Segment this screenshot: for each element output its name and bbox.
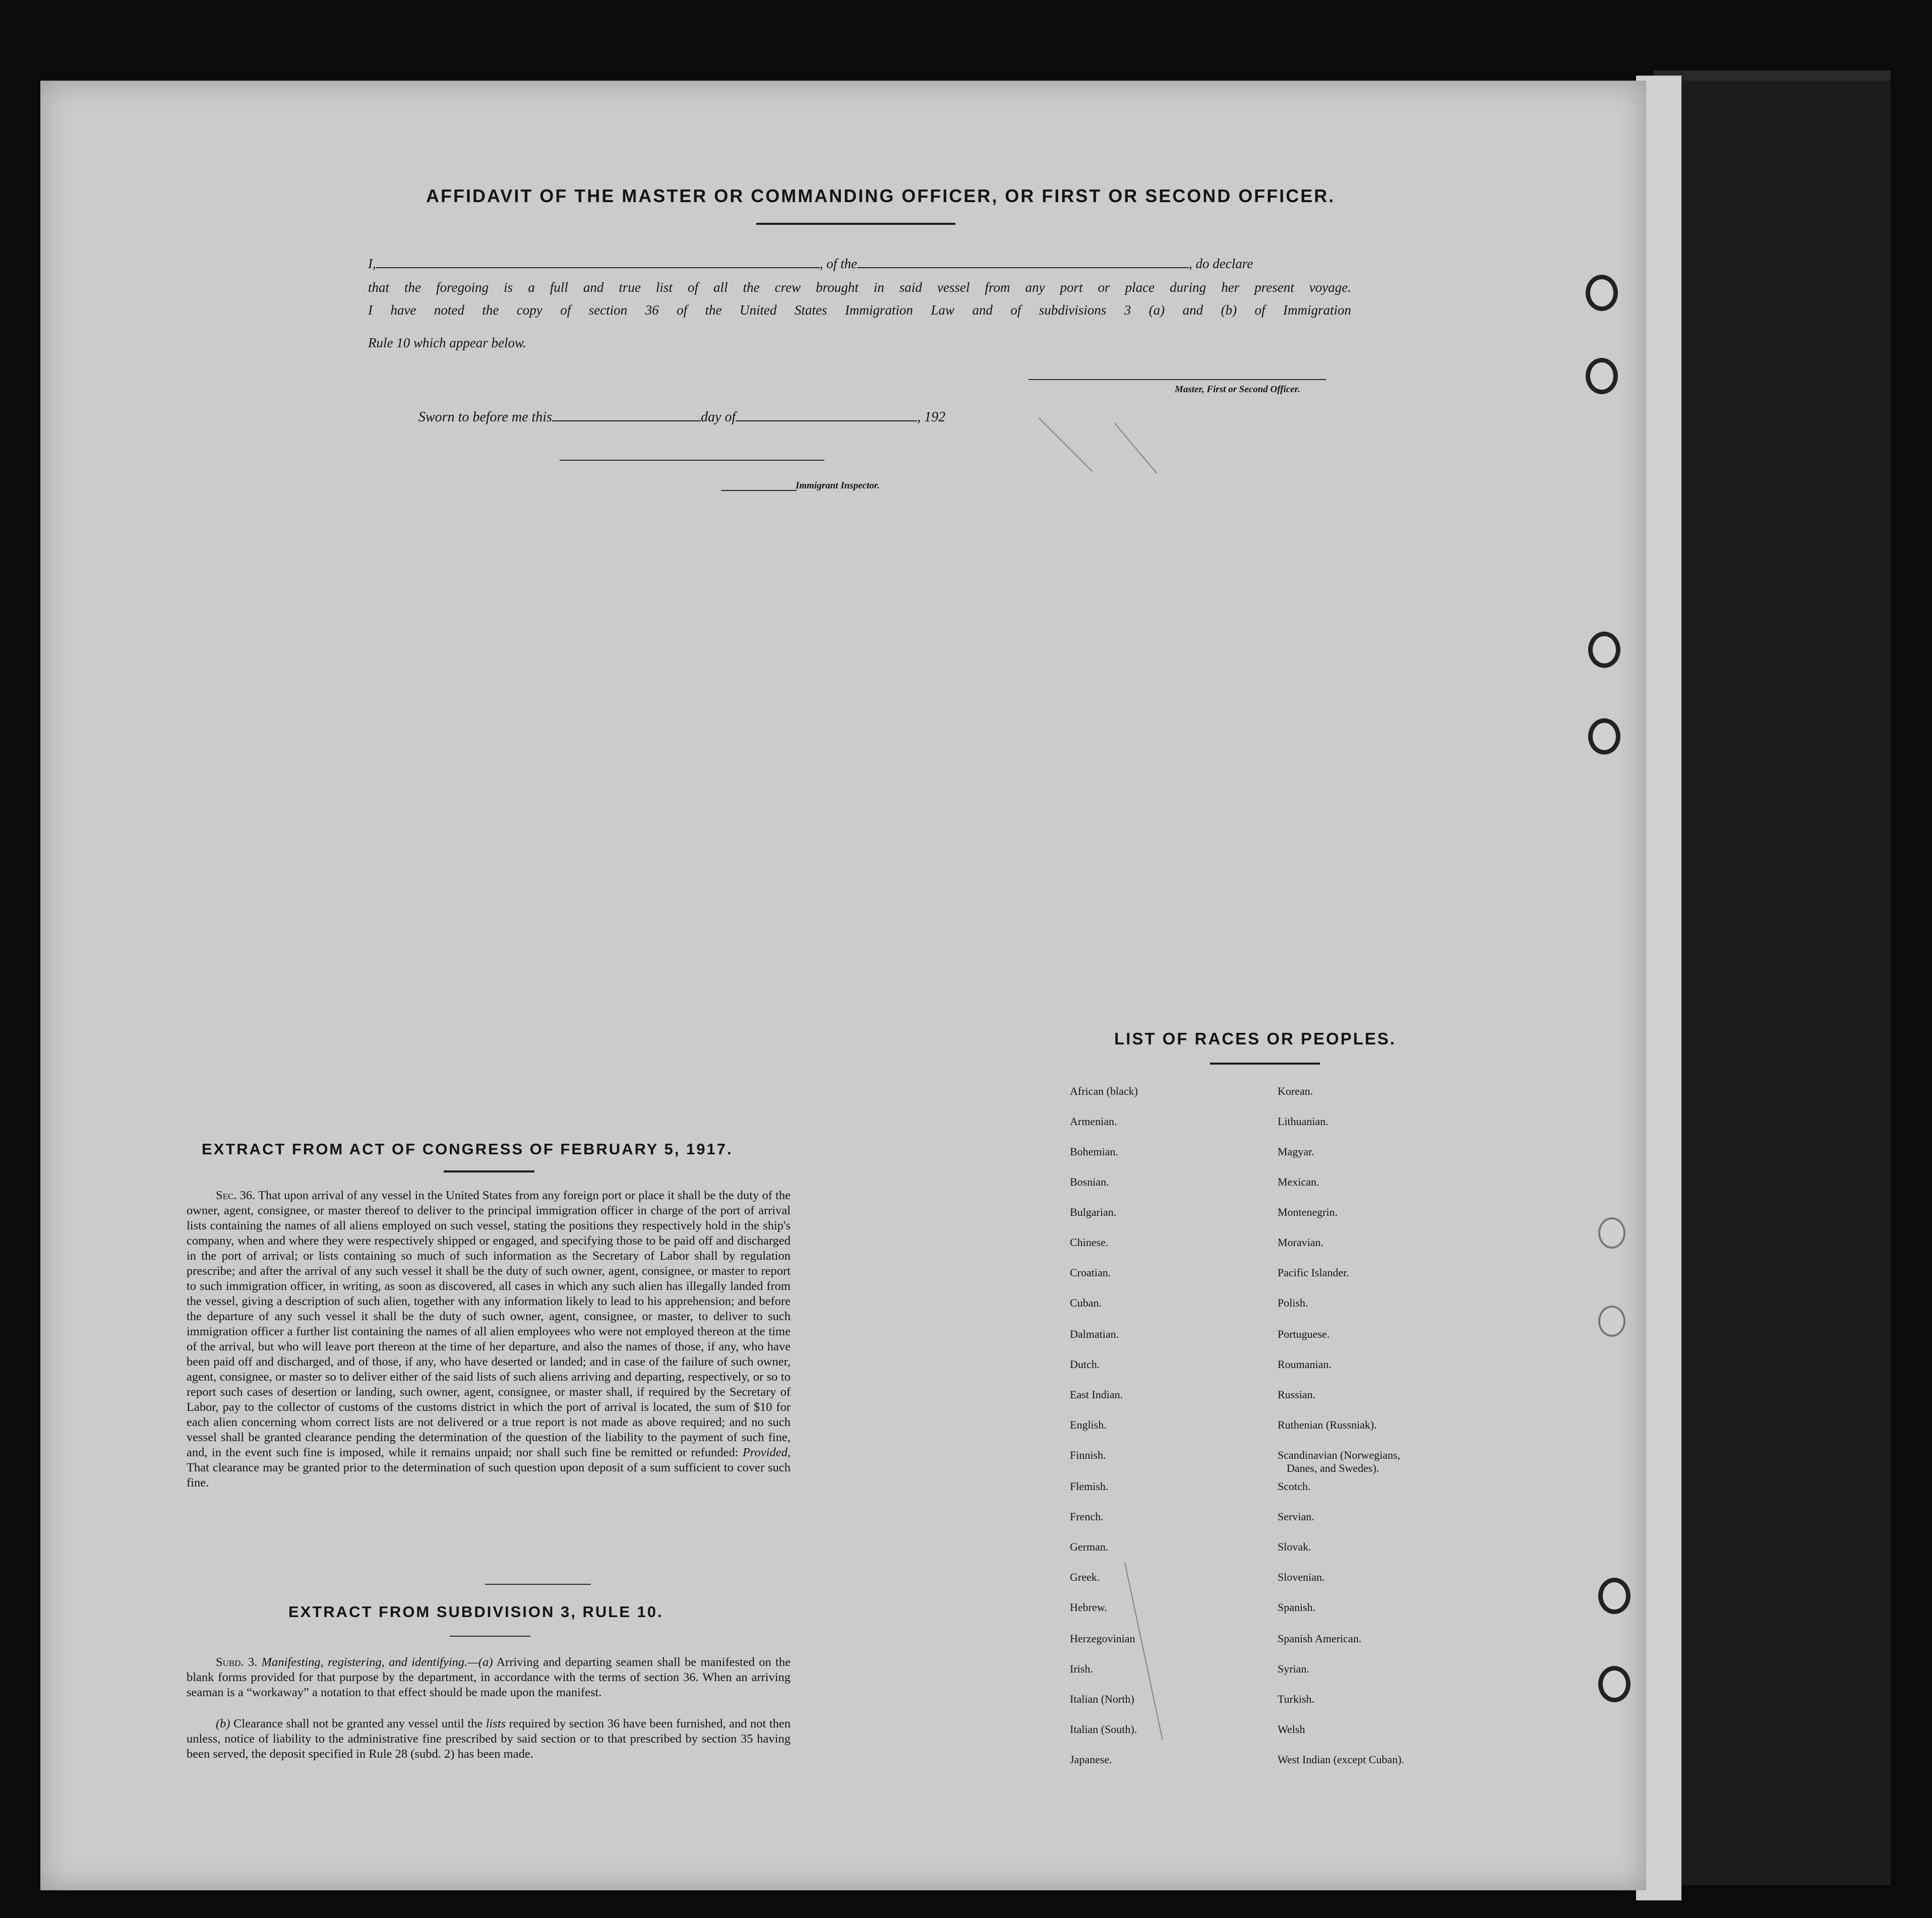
race-item: German.: [1070, 1540, 1109, 1553]
affidavit-text-line: that the foregoing is a full and true list of all the crew brought in said vessel from any port or place during her present voyage.: [368, 280, 1351, 295]
paragraph-b-end: required by section 36 have been furnished, and not then unless, notice of liability to the administrative fine prescribed by said section or to that prescribed by section 35 having been served, the deposit specified in Rule 28 (subd. 2) has been made.: [187, 1717, 791, 1761]
section-body-end: That clearance may be granted prior to the determination of such question upon deposit of a sum sufficient to cover such fine.: [187, 1461, 791, 1490]
races-list-title: LIST OF RACES OR PEOPLES.: [1114, 1029, 1397, 1048]
race-item: Chinese.: [1070, 1236, 1109, 1249]
race-item: Bulgarian.: [1070, 1206, 1117, 1218]
race-item: Dutch.: [1070, 1358, 1100, 1371]
race-item: Slovenian.: [1278, 1571, 1325, 1583]
subdivision-extract-title: EXTRACT FROM SUBDIVISION 3, RULE 10.: [288, 1603, 663, 1621]
race-item: Croatian.: [1070, 1266, 1111, 1279]
document-page: [40, 81, 1646, 1890]
affidavit-text-line: Rule 10 which appear below.: [368, 335, 526, 350]
vessel-blank: [857, 258, 1189, 268]
race-item-continued: Danes, and Swedes).: [1287, 1462, 1379, 1474]
lists-word: lists: [486, 1717, 506, 1730]
subdivision-paragraph-b: [187, 1716, 791, 1762]
race-item: Syrian.: [1278, 1662, 1309, 1675]
race-item: Spanish.: [1278, 1601, 1316, 1614]
subdivision-label: Subd. 3.: [216, 1655, 258, 1669]
race-item: Flemish.: [1070, 1480, 1109, 1493]
race-item: East Indian.: [1070, 1388, 1123, 1401]
race-item: West Indian (except Cuban).: [1278, 1753, 1405, 1766]
race-item: Scotch.: [1278, 1480, 1311, 1493]
subdivision-paragraph-a: [187, 1655, 791, 1700]
section-divider: [485, 1584, 591, 1585]
inspector-signature-line: [560, 460, 824, 461]
binder-hole: [1598, 1578, 1631, 1614]
affidavit-text-line: I have noted the copy of section 36 of the United States Immigration Law and of subdivisions 3 (a) and (b) of Immigration: [368, 302, 1351, 318]
race-item: Ruthenian (Russniak).: [1278, 1418, 1377, 1431]
binder-hole: [1586, 358, 1618, 394]
binder-hole: [1588, 632, 1620, 668]
race-item: Hebrew.: [1070, 1601, 1107, 1614]
year-label: , 192: [917, 409, 946, 425]
day-blank: [552, 411, 701, 421]
race-item: Italian (North): [1070, 1693, 1134, 1705]
binder-hole: [1598, 1217, 1625, 1249]
race-item: French.: [1070, 1510, 1104, 1523]
race-item: Bosnian.: [1070, 1175, 1109, 1188]
race-item: Scandinavian (Norwegians,: [1278, 1449, 1401, 1461]
subdivision-heading: Manifesting, registering, and identifying.—(a): [261, 1655, 493, 1669]
race-item: Italian (South).: [1070, 1723, 1137, 1736]
paragraph-b-label: (b): [216, 1717, 230, 1730]
section-label: Sec. 36.: [216, 1189, 256, 1202]
race-item: Pacific Islander.: [1278, 1266, 1349, 1279]
day-of-label: day of: [700, 409, 736, 425]
race-item: Moravian.: [1278, 1236, 1324, 1249]
affidavit-title: AFFIDAVIT OF THE MASTER OR COMMANDING OFFICER, OR FIRST OR SECOND OFFICER.: [426, 185, 1336, 206]
race-item: Welsh: [1278, 1723, 1305, 1736]
inspector-caption: Immigrant Inspector.: [796, 480, 880, 491]
title-rule: [444, 1170, 534, 1172]
race-item: Bohemian.: [1070, 1145, 1118, 1158]
binder-hole: [1588, 718, 1620, 755]
provided-label: Provided,: [742, 1446, 791, 1459]
race-item: Cuban.: [1070, 1296, 1102, 1309]
race-item: African (black): [1070, 1085, 1138, 1097]
affidavit-i-label: I,: [368, 256, 376, 271]
race-item: Polish.: [1278, 1296, 1308, 1309]
race-item: Roumanian.: [1278, 1358, 1332, 1371]
sworn-line: [418, 409, 945, 425]
binder-hole: [1598, 1666, 1631, 1702]
master-signature-line: [1029, 379, 1326, 380]
month-blank: [736, 411, 917, 421]
race-item: Turkish.: [1278, 1693, 1315, 1705]
dark-right-margin: [1679, 81, 1891, 1885]
race-item: Herzegovinian: [1070, 1632, 1135, 1645]
binder-hole: [1598, 1306, 1625, 1337]
paragraph-b-start: Clearance shall not be granted any vessel until the: [233, 1717, 483, 1730]
race-item: Japanese.: [1070, 1753, 1112, 1766]
race-item: English.: [1070, 1418, 1107, 1431]
affidavit-of-the-label: , of the: [819, 256, 857, 271]
race-item: Montenegrin.: [1278, 1206, 1338, 1218]
race-item: Irish.: [1070, 1662, 1093, 1675]
race-item: Armenian.: [1070, 1115, 1117, 1128]
title-rule: [756, 223, 955, 225]
race-item: Russian.: [1278, 1388, 1316, 1401]
act-extract-title: EXTRACT FROM ACT OF CONGRESS OF FEBRUARY 5, 1917.: [202, 1140, 733, 1158]
race-item: Spanish American.: [1278, 1632, 1362, 1645]
race-item: Dalmatian.: [1070, 1328, 1119, 1340]
race-item: Lithuanian.: [1278, 1115, 1329, 1128]
master-signature-caption: Master, First or Second Officer.: [1175, 384, 1300, 395]
title-rule: [1210, 1063, 1320, 1065]
race-item: Greek.: [1070, 1571, 1100, 1583]
race-item: Finnish.: [1070, 1449, 1106, 1461]
paragraph-a-text: Arriving and departing seamen shall be manifested on the blank forms provided for that purpose by the department, in accordance with the terms of section 36. When an arriving seaman is a “workaway” a notation to that effect should be made upon the manifest.: [187, 1655, 791, 1699]
sworn-label: Sworn to before me this: [418, 409, 552, 425]
race-item: Portuguese.: [1278, 1328, 1330, 1340]
title-rule: [450, 1636, 530, 1637]
name-blank: [376, 258, 820, 268]
binder-hole: [1586, 275, 1618, 311]
affidavit-declare-label: , do declare: [1189, 256, 1253, 271]
race-item: Mexican.: [1278, 1175, 1319, 1188]
act-section-36-text: [187, 1188, 791, 1491]
inspector-caption-leader: [721, 490, 797, 491]
race-item: Magyar.: [1278, 1145, 1314, 1158]
race-item: Servian.: [1278, 1510, 1314, 1523]
race-item: Korean.: [1278, 1085, 1313, 1097]
affidavit-declaration-line: [368, 256, 1351, 272]
race-item: Slovak.: [1278, 1540, 1311, 1553]
section-body: That upon arrival of any vessel in the United States from any foreign port or place it shall be the duty of the owner, agent, consignee, or master thereof to deliver to the principal immigration officer in charge of the port of arrival lists containing the names of all aliens employed on such vessel, stating the positions they respectively hold in the ship's company, when and where they were respectively shipped or engaged, and specifying those to be paid off and discharged in the port of arrival; or lists containing so much of such information as the Secretary of Labor shall by regulation prescribe; and after the arrival of any such vessel it shall be the duty of such owner, agent, consignee, or master to report to such immigration officer, in writing, as soon as discovered, all cases in which any such alien has illegally landed from the vessel, giving a description of such alien, together with any information likely to lead to his apprehension; and before the departure of any such vessel it shall be the duty of such owner, agent, consignee, or master, to deliver to such immigration officer a further list containing the names of all alien employees who were not employed thereon at the time of the arrival, but who will leave port thereon at the time of her departure, and also the names of those, if any, who have been paid off and discharged, and of those, if any, who have deserted or landed; and in case of the failure of such owner, agent, consignee, or master so to deliver either of the said lists of such aliens arriving and departing, respectively, or so to report such cases of desertion or landing, such owner, agent, consignee, or master shall, if required by the Secretary of Labor, pay to the collector of customs of the customs district in which the port of arrival is located, the sum of $10 for each alien concerning whom correct lists are not delivered or a true report is not made as above required; and no such vessel shall be granted clearance pending the determination of the question of the liability to the payment of such fine, and, in the event such fine is imposed, while it remains unpaid; nor shall such fine be remitted or refunded:: [187, 1189, 791, 1459]
